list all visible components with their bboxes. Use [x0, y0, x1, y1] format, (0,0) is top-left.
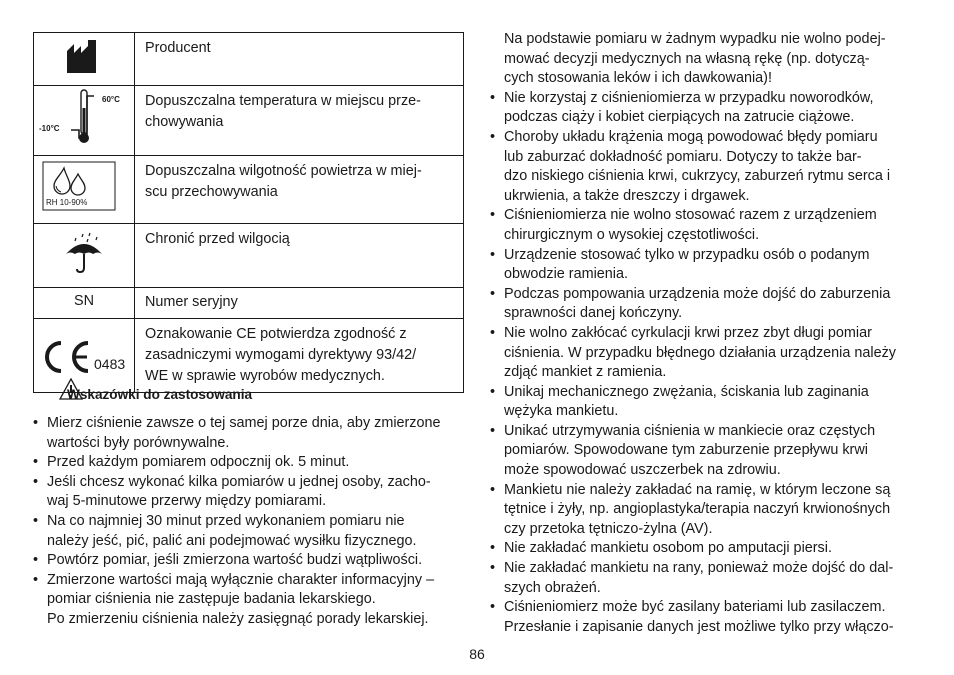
text-line: Dopuszczalna wilgotność powietrza w miej- [145, 163, 422, 179]
symbol-icon-cell [34, 288, 135, 319]
symbol-row-temperature [34, 86, 464, 156]
symbol-row-ce [34, 319, 464, 393]
symbol-icon-cell [34, 86, 135, 156]
list-item [490, 128, 922, 206]
symbol-icon-cell [34, 156, 135, 224]
notified-body-number: 0483 [94, 356, 126, 372]
symbol-icon-cell [34, 33, 135, 86]
list-item [33, 551, 465, 571]
temperature-max-label: 60°C [102, 95, 120, 104]
symbol-description [135, 288, 464, 319]
symbol-description [135, 86, 464, 156]
symbol-description [135, 156, 464, 224]
list-item [490, 422, 922, 481]
list-item [490, 598, 922, 637]
section-heading [33, 384, 465, 410]
text-line: Chronić przed wilgocią [145, 231, 290, 247]
text-line: • Nie zakładać mankietu na rany, ponieważ może dojść do dal- [504, 560, 894, 577]
section-title: Wskazówki do zastosowania [67, 387, 253, 402]
text-line: zdjąć mankiet z ramienia. [504, 364, 667, 381]
temperature-min-label: -10°C [39, 124, 60, 133]
text-line: tętnice i żyły, np. angioplastyka/terapia naczyń krwionośnych [504, 501, 891, 518]
text-line: • Ciśnieniomierz może być zasilany bateriami lub zasilaczem. [504, 599, 886, 616]
warnings-list [490, 89, 922, 638]
list-item [490, 383, 922, 422]
text-line: • Nie wolno zakłócać cyrkulacji krwi przez zbyt długi pomiar [504, 324, 872, 341]
text-line: Producent [145, 40, 211, 56]
text-line: • Choroby układu krążenia mogą powodować błędy pomiaru [504, 128, 878, 145]
list-item [490, 285, 922, 324]
text-line: • Na co najmniej 30 minut przed wykonaniem pomiaru nie [47, 512, 405, 529]
text-line: Oznakowanie CE potwierdza zgodność z [145, 326, 407, 342]
manufacturer-icon [34, 33, 134, 80]
symbol-icon-cell [34, 319, 135, 393]
text-line: • Powtórz pomiar, jeśli zmierzona wartość budzi wątpliwości. [47, 552, 423, 569]
humidity-icon [34, 156, 134, 218]
list-item [490, 246, 922, 285]
text-line: czy przetoka tętniczo-żylna (AV). [504, 520, 713, 537]
symbol-row-moisture [34, 224, 464, 288]
text-line: ciśnienia. W przypadku błędnego działania urządzenia należy [504, 344, 896, 361]
list-item [490, 89, 922, 128]
intro-paragraph [490, 30, 922, 89]
text-line: Przesłanie i zapisanie danych jest możliwe tylko przy włączo- [504, 618, 894, 635]
list-item [33, 512, 465, 551]
ce-mark-icon [42, 339, 94, 375]
text-line: może spowodować uszczerbek na zdrowiu. [504, 462, 781, 479]
text-line: • Przed każdym pomiarem odpocznij ok. 5 minut. [47, 454, 350, 471]
symbol-description [135, 33, 464, 86]
list-item [490, 539, 922, 559]
symbol-row-humidity [34, 156, 464, 224]
symbol-description [135, 224, 464, 288]
text-line: wartości były porównywalne. [47, 434, 230, 451]
text-line: • Zmierzone wartości mają wyłącznie charakter informacyjny – [47, 571, 435, 588]
humidity-range-label: RH 10-90% [46, 198, 88, 207]
umbrella-icon [34, 224, 134, 282]
text-line: chowywania [145, 114, 224, 130]
symbol-row-serial [34, 288, 464, 319]
text-line: wężyka mankietu. [504, 403, 619, 420]
text-line: • Nie zakładać mankietu osobom po amputacji piersi. [504, 540, 832, 557]
text-line: pomiarów. Spowodowane tym zaburzenie przepływu krwi [504, 442, 868, 459]
right-column [490, 30, 922, 637]
list-item [33, 571, 465, 630]
text-line: obwodzie ramienia. [504, 266, 628, 283]
text-line: Na podstawie pomiaru w żadnym wypadku nie wolno podej- [504, 31, 886, 47]
text-line: chirurgicznym o wysokiej częstotliwości. [504, 226, 760, 243]
text-line: należy jeść, pić, palić ani podejmować wysiłku fizycznego. [47, 532, 417, 549]
text-line: dzo niskiego ciśnienia krwi, cukrzycy, zaburzeń rytmu serca i [504, 168, 891, 185]
text-line: mować decyzji medycznych na własną rękę (np. dotyczą- [504, 50, 870, 67]
text-line: waj 5-minutowe przerwy między pomiarami. [47, 493, 327, 510]
left-column [33, 384, 465, 630]
serial-number-symbol: SN [74, 293, 94, 309]
text-line: cych stosowania leków i ich dawkowania)! [504, 70, 772, 87]
text-line: • Nie korzystaj z ciśnieniomierza w przypadku noworodków, [504, 89, 874, 106]
list-item [33, 414, 465, 453]
list-item [490, 206, 922, 245]
text-line: podczas ciąży i kobiet cierpiących na zatrucie ciążowe. [504, 109, 855, 126]
list-item [33, 473, 465, 512]
symbol-description [135, 319, 464, 393]
text-line: Dopuszczalna temperatura w miejscu prze- [145, 93, 421, 109]
symbols-table [33, 32, 464, 393]
list-item [490, 324, 922, 383]
text-line: zasadniczymi wymogami dyrektywy 93/42/ [145, 347, 417, 363]
symbol-row-manufacturer [34, 33, 464, 86]
text-line: Numer seryjny [145, 294, 238, 310]
text-line: • Mierz ciśnienie zawsze o tej samej porze dnia, aby zmierzone [47, 415, 441, 431]
symbol-icon-cell [34, 224, 135, 288]
text-line: ukrwienia, a także dreszczy i drgawek. [504, 187, 750, 204]
text-line: • Urządzenie stosować tylko w przypadku osób o podanym [504, 246, 870, 263]
text-line: • Podczas pompowania urządzenia może dojść do zaburzenia [504, 285, 891, 302]
text-line: WE w sprawie wyrobów medycznych. [145, 368, 385, 384]
usage-tips-list [33, 414, 465, 630]
text-line: szych obrażeń. [504, 579, 601, 596]
text-line: • Unikaj mechanicznego zwężania, ściskania lub zaginania [504, 383, 869, 400]
text-line: • Mankietu nie należy zakładać na ramię, w którym leczone są [504, 481, 891, 498]
list-item [33, 453, 465, 473]
text-line: scu przechowywania [145, 184, 278, 200]
list-item [490, 559, 922, 598]
text-line: lub zaburzać dokładność pomiaru. Dotyczy to także bar- [504, 148, 862, 165]
text-line: • Jeśli chcesz wykonać kilka pomiarów u jednej osoby, zacho- [47, 473, 431, 490]
text-line: • Unikać utrzymywania ciśnienia w mankiecie oraz częstych [504, 422, 876, 439]
text-line: • Ciśnieniomierza nie wolno stosować razem z urządzeniem [504, 207, 877, 224]
text-line: pomiar ciśnienia nie zastępuje badania lekarskiego. [47, 591, 376, 608]
list-item [490, 481, 922, 540]
page-number: 86 [469, 646, 485, 662]
text-line: sprawności danej kończyny. [504, 305, 683, 322]
text-line: Po zmierzeniu ciśnienia należy zasięgnąć porady lekarskiej. [47, 610, 429, 627]
